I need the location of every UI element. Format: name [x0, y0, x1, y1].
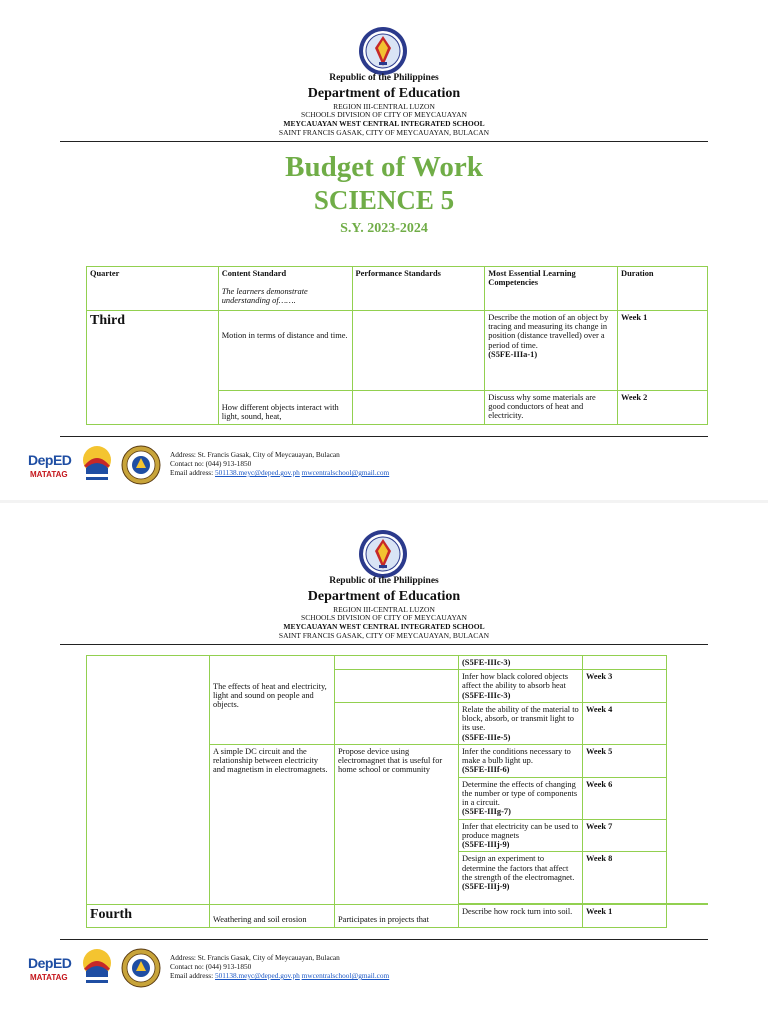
duration-cell — [583, 656, 667, 670]
quarter-cell — [87, 656, 210, 905]
performance-cell — [335, 670, 459, 703]
matatag-logo-text: MATATAG — [30, 470, 68, 479]
duration-cell: Week 1 — [618, 311, 708, 391]
division-line: SCHOOLS DIVISION OF CITY OF MEYCAUAYAN — [301, 613, 467, 622]
melc-cell — [485, 311, 618, 391]
matatag-logo-text: MATATAG — [30, 973, 68, 982]
content-cell — [218, 311, 352, 391]
performance-cell — [352, 311, 485, 391]
republic-line: Republic of the Philippines — [329, 576, 439, 586]
duration-cell: Week 5 — [583, 744, 667, 777]
deped-matatag-logo-icon — [28, 951, 72, 985]
table-row — [87, 905, 708, 927]
school-name: MEYCAUAYAN WEST CENTRAL INTEGRATED SCHOOL — [283, 119, 485, 128]
header-content-note: The learners demonstrate understanding of……. — [221, 287, 308, 306]
duration-cell: Week 8 — [583, 852, 667, 904]
footer-email — [170, 972, 389, 979]
school-seal-icon — [121, 445, 161, 485]
table-header-row — [87, 267, 708, 311]
quarter-cell — [87, 905, 210, 927]
duration-cell: Week 3 — [583, 670, 667, 703]
bagong-pilipinas-logo-icon — [80, 444, 114, 484]
email-link-deped[interactable]: 501138.meyc@deped.gov.ph — [215, 971, 300, 980]
melc-cell — [459, 744, 583, 777]
melc-cell — [459, 852, 583, 904]
deped-matatag-logo-icon — [28, 448, 72, 482]
table-row — [87, 656, 708, 670]
department-title: Department of Education — [307, 589, 461, 604]
school-seal-icon — [121, 948, 161, 988]
footer-contact: Contact no: (044) 913-1850 — [170, 459, 252, 468]
melc-code: (S5FE-IIIg-7) — [462, 807, 511, 817]
email-label: Email address: — [170, 468, 215, 477]
header-quarter: Quarter — [87, 267, 219, 311]
melc-text: Infer that electricity can be used to produce magnets — [462, 821, 579, 840]
melc-text: Relate the ability of the material to block, absorb, or transmit light to its use. — [462, 704, 579, 733]
region-line: REGION III-CENTRAL LUZON — [333, 605, 435, 614]
melc-text: Determine the effects of changing the number or type of components in a circuit. — [462, 779, 578, 808]
melc-cell: Discuss why some materials are good conductors of heat and electricity. — [485, 391, 618, 425]
content-cell — [218, 391, 352, 425]
document-title: Budget of Work — [285, 151, 483, 183]
footer-address: Address: St. Francis Gasak, City of Meycauayan, Bulacan — [170, 450, 340, 459]
email-label: Email address: — [170, 971, 215, 980]
melc-code: (S5FE-IIIa-1) — [488, 349, 538, 359]
performance-cell — [335, 656, 459, 670]
performance-cell — [335, 702, 459, 744]
quarter-fourth: Fourth — [90, 907, 132, 923]
budget-table-page-2 — [86, 655, 708, 928]
performance-cell: Propose device using electromagnet that is useful for home school or community — [335, 744, 459, 904]
school-address: SAINT FRANCIS GASAK, CITY OF MEYCAUAYAN, BULACAN — [278, 128, 490, 137]
melc-code: (S5FE-IIIe-5) — [462, 732, 511, 742]
duration-cell: Week 4 — [583, 702, 667, 744]
header-divider — [60, 644, 708, 645]
quarter-third: Third — [90, 313, 126, 328]
melc-cell — [459, 819, 583, 852]
footer-address: Address: St. Francis Gasak, City of Meycauayan, Bulacan — [170, 953, 340, 962]
department-title: Department of Education — [307, 86, 461, 101]
deped-logo-text: DepED — [28, 955, 72, 971]
bagong-pilipinas-logo-icon — [80, 947, 114, 987]
duration-cell: Week 6 — [583, 777, 667, 819]
deped-logo-text: DepED — [28, 452, 72, 468]
content-weathering: Weathering and soil erosion — [213, 915, 307, 925]
content-cell — [210, 905, 335, 927]
document-page-1 — [0, 0, 768, 500]
content-interact: How different objects interact with light, sound, heat, — [221, 403, 339, 422]
melc-text: Describe the motion of an object by tracing and measuring its change in position (distance travelled) over a period of time. — [488, 313, 609, 350]
footer-divider — [60, 436, 708, 437]
duration-cell: Week 2 — [618, 391, 708, 425]
school-year: S.Y. 2023-2024 — [340, 221, 428, 236]
melc-cell: Describe how rock turn into soil. — [459, 905, 583, 927]
header-content-standard — [218, 267, 352, 311]
footer-email — [170, 469, 389, 476]
content-cell: A simple DC circuit and the relationship between electricity and magnetism in electromagnets. — [210, 744, 335, 904]
header-melc: Most Essential Learning Competencies — [485, 267, 618, 311]
content-heat-light: The effects of heat and electricity, light and sound on people and objects. — [213, 682, 327, 710]
melc-text: Infer the conditions necessary to make a bulb light up. — [462, 746, 571, 766]
region-line: REGION III-CENTRAL LUZON — [333, 102, 435, 111]
subject-title: SCIENCE 5 — [313, 185, 455, 215]
melc-code: (S5FE-IIIc-3) — [462, 690, 511, 700]
email-link-deped[interactable]: 501138.meyc@deped.gov.ph — [215, 468, 300, 477]
melc-cell — [459, 702, 583, 744]
content-cell — [210, 656, 335, 745]
division-line: SCHOOLS DIVISION OF CITY OF MEYCAUAYAN — [301, 110, 467, 119]
footer-divider — [60, 939, 708, 940]
quarter-cell — [87, 311, 219, 425]
melc-cell — [459, 777, 583, 819]
performance-cell — [352, 391, 485, 425]
melc-code-cell: (S5FE-IIIc-3) — [459, 656, 583, 670]
footer-contact: Contact no: (044) 913-1850 — [170, 962, 252, 971]
melc-text: Design an experiment to determine the factors that affect the strength of the electromagnet. — [462, 854, 575, 882]
page-footer — [0, 440, 768, 496]
header-performance: Performance Standards — [352, 267, 485, 311]
school-address: SAINT FRANCIS GASAK, CITY OF MEYCAUAYAN, BULACAN — [278, 631, 490, 640]
performance-cell — [335, 905, 459, 927]
email-link-school[interactable]: mwcentralschool@gmail.com — [301, 468, 390, 477]
header-content-label: Content Standard — [221, 269, 287, 278]
table-row — [87, 311, 708, 391]
melc-text: Infer how black colored objects affect the ability to absorb heat — [462, 672, 569, 691]
content-motion: Motion in terms of distance and time. — [221, 331, 348, 340]
republic-line: Republic of the Philippines — [329, 73, 439, 83]
budget-table-page-1 — [86, 266, 708, 425]
deped-seal-icon — [358, 26, 408, 76]
deped-seal-icon — [358, 529, 408, 579]
page-footer — [0, 943, 768, 999]
performance-participates: Participates in projects that — [338, 915, 429, 925]
melc-code: (S5FE-IIIj-9) — [462, 840, 510, 850]
email-link-school[interactable]: mwcentralschool@gmail.com — [301, 971, 390, 980]
melc-code: (S5FE-IIIj-9) — [462, 882, 510, 892]
school-name: MEYCAUAYAN WEST CENTRAL INTEGRATED SCHOOL — [283, 622, 485, 631]
melc-code: (S5FE-IIIf-6) — [462, 765, 510, 775]
header-divider — [60, 141, 708, 142]
melc-cell — [459, 670, 583, 703]
header-duration: Duration — [618, 267, 708, 311]
duration-cell: Week 7 — [583, 819, 667, 852]
duration-cell: Week 1 — [583, 905, 667, 927]
